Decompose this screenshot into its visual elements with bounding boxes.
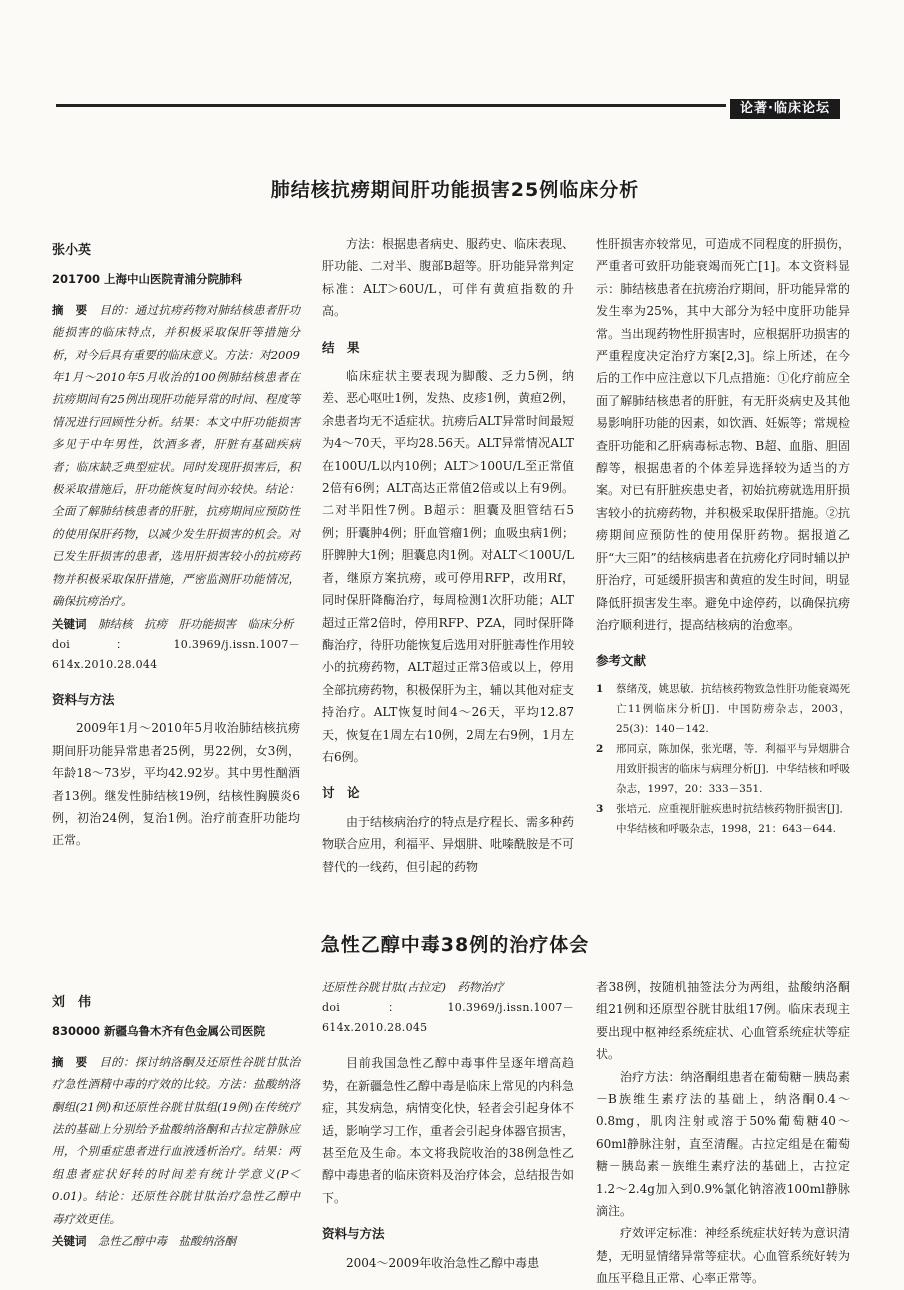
- article1-column2: [322, 233, 574, 878]
- reference-text: 邢同京，陈加保，张光曙，等．利福平与异烟肼合用致肝损害的临床与病理分析[J]．中华结核和呼吸杂志，1997，20：333－351.: [616, 742, 850, 795]
- article2-materials-text: 2004～2009年收治急性乙醇中毒患: [346, 1255, 540, 1270]
- article1-doi: doi：10.3969/j.issn.1007－614x.2010.28.044: [52, 637, 300, 671]
- reference-text: 张培元．应重视肝脏疾患时抗结核药物肝损害[J]．中华结核和呼吸杂志，1998，21：643－644.: [616, 802, 850, 835]
- keywords-label: 关键词: [52, 616, 87, 631]
- article2-keywords-cont: 还原性谷胱甘肽(古拉定) 药物治疗: [322, 980, 504, 994]
- article1-affiliation: 201700 上海中山医院青浦分院肺科: [52, 272, 243, 287]
- article1-author: 张小英: [52, 243, 92, 258]
- article1-discussion-text: 由于结核病治疗的特点是疗程长、需多种药物联合应用，利福平、异烟肼、吡嗪酰胺是不可替代的一线药，但引起的药物: [322, 814, 575, 874]
- section-label: 论著·临床论坛: [730, 99, 840, 119]
- article2-keywords: [52, 1230, 300, 1252]
- article2-intro-text: 目前我国急性乙醇中毒事件呈逐年增高趋势，在新疆急性乙醇中毒是临床上常见的内科急症，其发病急，病情变化快，轻者会引起身体不适，影响学习工作，重者会引起身体器官损害，甚至危及生命。本文将我院收治的38例急性乙醇中毒患者的临床资料及治疗体会，总结报告如下。: [322, 1056, 575, 1205]
- article1-col3-text: 性肝损害亦较常见，可造成不同程度的肝损伤，严重者可致肝功能衰竭而死亡[1]。本文资料显示：肺结核患者在抗痨治疗期间，肝功能异常的发生率为25%，其中大部分为轻中度肝功能异常。当出现药物性肝损害时，应根据肝功损害的严重程度决定治疗方案[2,3]。综上所述，在今后的工作中应注意以下几点措施：①化疗前应全面了解肺结核患者的肝脏，有无肝炎病史及其他易影响肝功能的因素，如饮酒、妊娠等；常规检查肝功能和乙肝病毒标志物、B超、血脂、胆固醇等，根据患者的个体差异选择较为适当的方案。对已有肝脏疾患史者，初始抗痨就选用肝损害较小的抗痨药物，并积极采取保肝措施。②抗痨期间应预防性的使用保肝药物。据报道乙肝“大三阳”的结核病患者在抗痨化疗同时辅以护肝治疗，可延缓肝损害和黄疸的发生时间，明显降低肝损害发生率。避免中途停药，以确保抗痨治疗顺利进行，提高结核病的治愈率。: [596, 237, 850, 632]
- reference-text: 蔡绪茂，姚思敏．抗结核药物致急性肝功能衰竭死亡11例临床分析[J]．中国防痨杂志，2003，25(3)：140－142.: [616, 682, 850, 735]
- article2-doi: doi：10.3969/j.issn.1007－614x.2010.28.045: [322, 1001, 574, 1035]
- reference-item: [596, 799, 850, 839]
- abstract-label: 摘 要: [52, 302, 88, 317]
- article1-references: [596, 679, 850, 839]
- article2-criteria-text: 疗效评定标准：神经系统症状好转为意识清楚，无明显情绪异常等症状。心血管系统好转为血压平稳且正常、心率正常等。: [596, 1226, 850, 1286]
- header-rule: [56, 104, 726, 107]
- keywords-label: 关键词: [52, 1234, 87, 1249]
- article2-column2: [322, 976, 574, 1274]
- article2-author: 刘 伟: [52, 995, 92, 1010]
- reference-number: 3: [596, 802, 604, 815]
- article1-methods-text: 方法：根据患者病史、服药史、临床表现、肝功能、二对半、腹部B超等。肝功能异常判定标准：ALT＞60U/L，可伴有黄疸指数的升高。: [322, 237, 575, 319]
- article1-abstract: [52, 299, 300, 613]
- keywords-text: 肺结核 抗痨 肝功能损害 临床分析: [98, 616, 294, 631]
- article2-treatment-text: 治疗方法：纳洛酮组患者在葡萄糖－胰岛素－B族维生素疗法的基础上，纳洛酮0.4～0.8mg，肌肉注射或溶于50%葡萄糖40～60ml静脉注射，直至清醒。古拉定组是在葡萄糖－胰岛素－族维生素疗法的基础上，古拉定1.2～2.4g加入到0.9%氯化钠溶液100ml静脉滴注。: [596, 1069, 850, 1219]
- article2-column1: [52, 992, 300, 1252]
- article1-column1: [52, 240, 300, 852]
- reference-number: 1: [596, 682, 604, 695]
- article2-col3-text: 者38例，按随机抽签法分为两组，盐酸纳洛酮组21例和还原型谷胱甘肽组17例。临床表现主要出现中枢神经系统症状、心血管系统症状等症状。: [596, 980, 850, 1062]
- article1-results-heading: 结 果: [322, 339, 360, 355]
- abstract-text: 目的：通过抗痨药物对肺结核患者肝功能损害的临床特点，并积极采取保肝等措施分析，对今后具有重要的临床意义。方法：对2009年1月～2010年5月收治的100例肺结核患者在抗痨期间有25例出现肝功能异常的时间、程度等情况进行回顾性分析。结果：本文中肝功能损害多见于中年男性，饮酒多者，肝脏有基础疾病者；临床缺乏典型症状。同时发现肝损害后，积极采取措施后，肝功能恢复时间亦较快。结论：全面了解肺结核患者的肝脏，抗痨期间应预防性的使用保肝药物，以减少发生肝损害的机会。对已发生肝损害的患者，选用肝损害较小的抗痨药物并积极采取保肝措施，严密监测肝功能情况，确保抗痨治疗。: [52, 302, 301, 609]
- article2-column3: [596, 976, 850, 1290]
- abstract-label: 摘 要: [52, 1054, 88, 1069]
- article1-materials-text: 2009年1月～2010年5月收治肺结核抗痨期间肝功能异常患者25例，男22例，女3例，年龄18～73岁，平均42.92岁。其中男性酗酒者13例。继发性肺结核19例，结核性胸膜炎6例，初治24例，复治1例。治疗前查肝功能均正常。: [52, 721, 300, 848]
- article1-column3: [596, 233, 850, 839]
- article1-references-heading: 参考文献: [596, 653, 647, 669]
- article1-materials-heading: 资料与方法: [52, 691, 115, 707]
- article1-keywords: [52, 613, 300, 635]
- article1-results-text: 临床症状主要表现为脚酸、乏力5例，纳差、恶心呕吐1例，发热、皮疹1例，黄疸2例，余患者均无不适症状。抗痨后ALT异常时间最短为4～70天，平均28.56天。ALT异常情况ALT在100U/L以内10例；ALT＞100U/L至正常值2倍有6例；ALT高达正常值2倍或以上有9例。二对半阳性7例。B超示：胆囊及胆管结石5例；肝囊肿4例；肝血管瘤1例；血吸虫病1例；肝脾肿大1例；胆囊息肉1例。对ALT＜100U/L者，继原方案抗痨，或可停用RFP，改用Rf，同时保肝降酶治疗，每周检测1次肝功能；ALT超过正常2倍时，停用RFP、PZA，同时保肝降酶治疗，待肝功能恢复后选用对肝脏毒性作用较小的抗痨药物，ALT超过正常3倍或以上，停用全部抗痨药物，积极保肝为主，辅以其他对症支持治疗。ALT恢复时间4～26天，平均12.87天，恢复在1周左右10例，2周左右9例，1月左右6例。: [322, 369, 575, 764]
- keywords-text: 急性乙醇中毒 盐酸纳洛酮: [98, 1234, 236, 1249]
- article1-title: 肺结核抗痨期间肝功能损害25例临床分析: [270, 179, 640, 201]
- abstract-text: 目的：探讨纳洛酮及还原性谷胱甘肽治疗急性酒精中毒的疗效的比较。方法：盐酸纳洛酮组(21例)和还原性谷胱甘肽组(19例)在传统疗法的基础上分别给予盐酸纳洛酮和古拉定静脉应用，个别重症患者进行血液透析治疗。结果：两组患者症状好转的时间差有统计学意义(P＜0.01)。结论：还原性谷胱甘肽治疗急性乙醇中毒疗效更佳。: [52, 1054, 301, 1226]
- reference-number: 2: [596, 742, 604, 755]
- reference-item: [596, 679, 850, 739]
- article2-abstract: [52, 1051, 300, 1230]
- article2-affiliation: 830000 新疆乌鲁木齐有色金属公司医院: [52, 1024, 266, 1039]
- reference-item: [596, 739, 850, 799]
- article2-title: 急性乙醇中毒38例的治疗体会: [320, 934, 590, 956]
- article2-materials-heading: 资料与方法: [322, 1226, 385, 1242]
- article1-discussion-heading: 讨 论: [322, 785, 360, 801]
